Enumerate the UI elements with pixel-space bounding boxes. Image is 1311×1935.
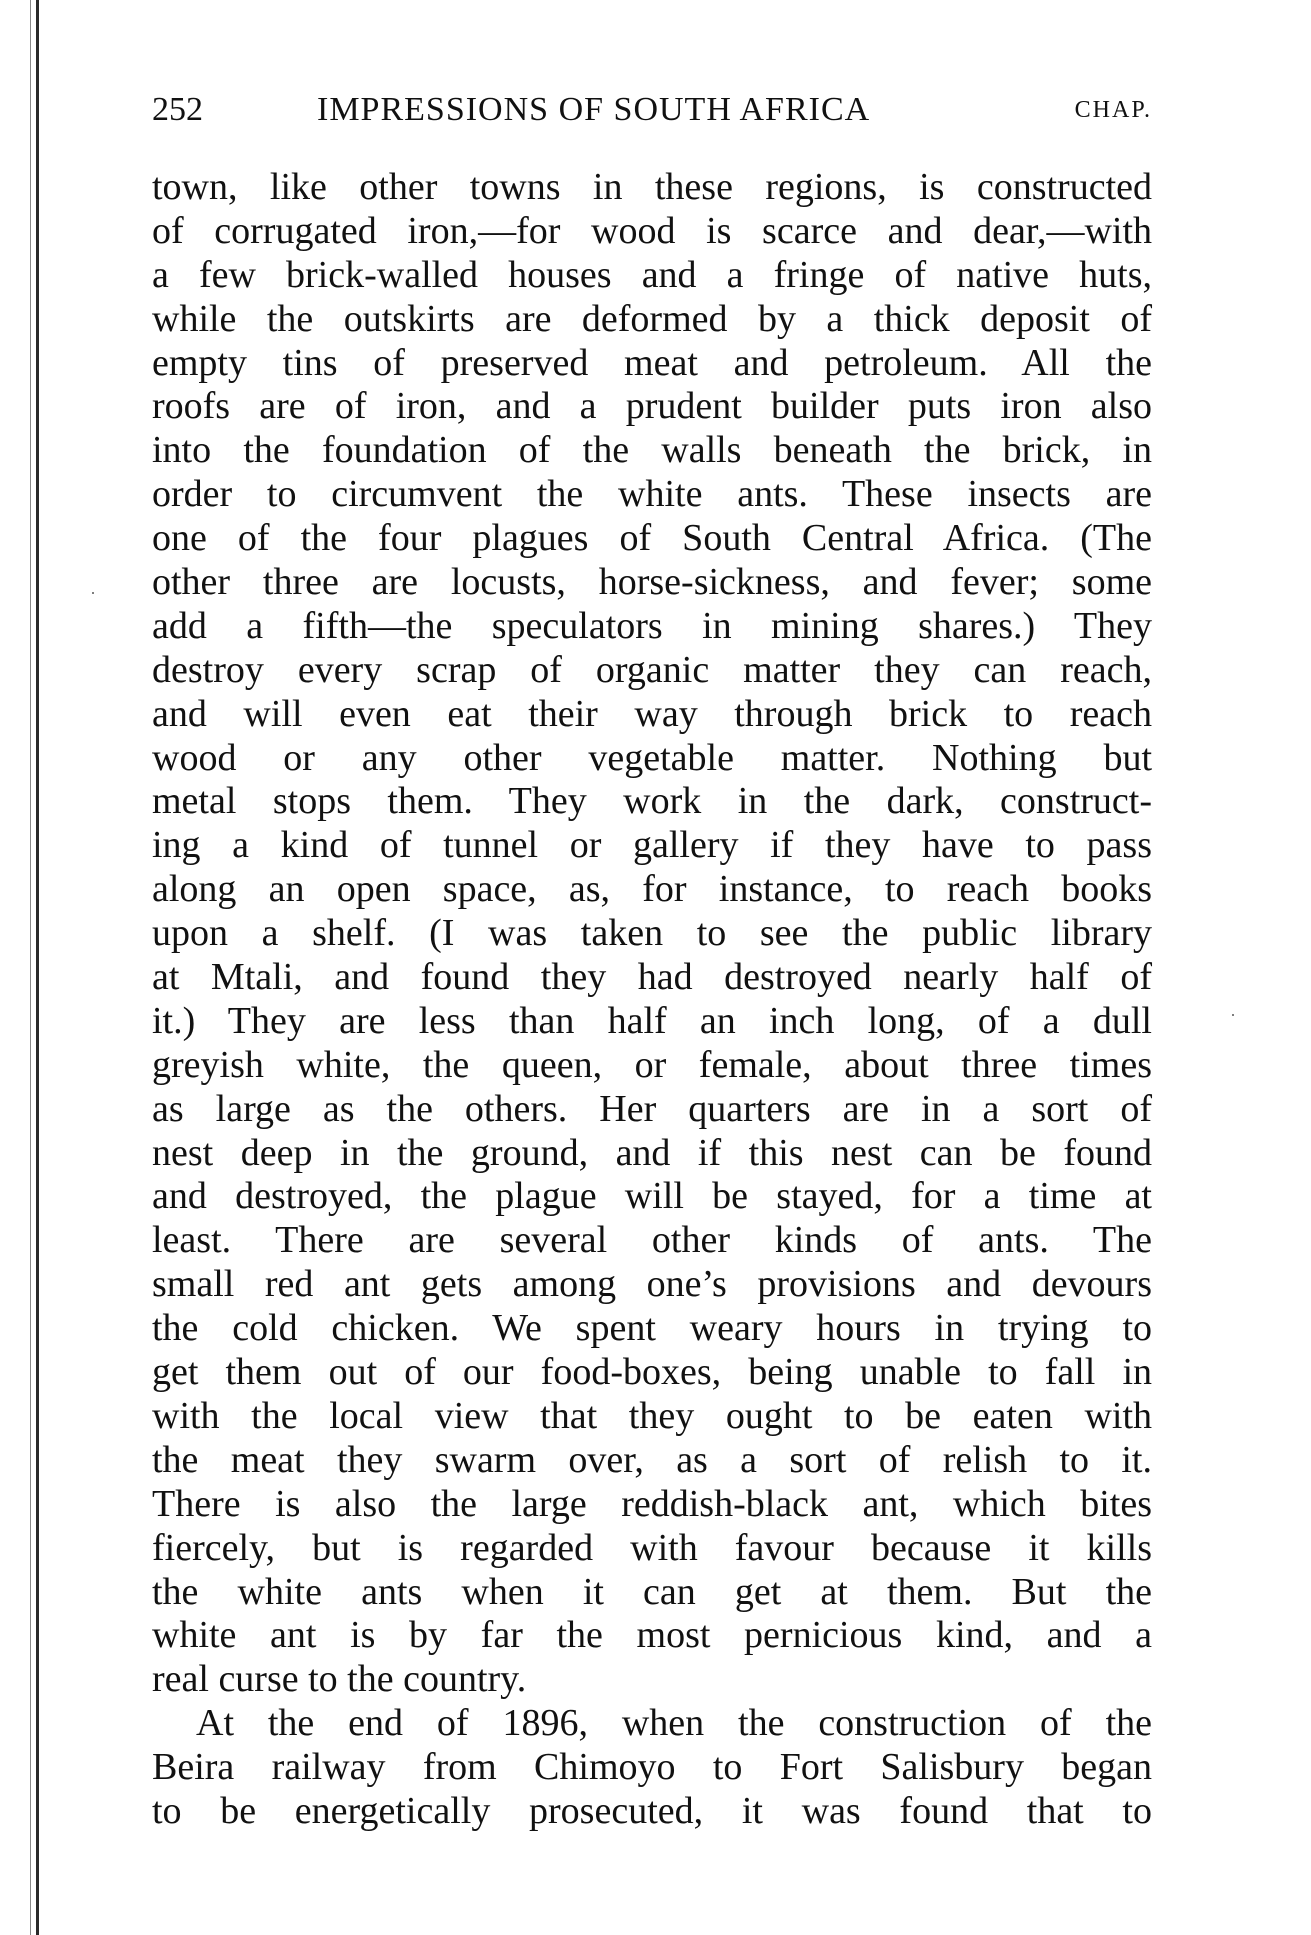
text-line: order to circumvent the white ants. These insects are — [152, 473, 1152, 516]
text-line: the cold chicken. We spent weary hours in trying to — [152, 1307, 1152, 1350]
text-line: upon a shelf. (I was taken to see the public library — [152, 912, 1152, 955]
text-line: least. There are several other kinds of ants. The — [152, 1219, 1152, 1262]
text-line: get them out of our food-boxes, being unable to fall in — [152, 1351, 1152, 1394]
text-line: small red ant gets among one’s provisions and devours — [152, 1263, 1152, 1306]
text-line: with the local view that they ought to be eaten with — [152, 1394, 1152, 1437]
text-line: Beira railway from Chimoyo to Fort Salisbury began — [152, 1746, 1152, 1789]
text-line: along an open space, as, for instance, to reach books — [152, 868, 1152, 911]
text-line: and will even eat their way through brick to reach — [152, 692, 1152, 735]
page-binding-edge — [30, 0, 31, 1935]
text-line: at Mtali, and found they had destroyed nearly half of — [152, 956, 1152, 999]
text-line: and destroyed, the plague will be stayed, for a time at — [152, 1175, 1152, 1218]
text-line: greyish white, the queen, or female, about three times — [152, 1043, 1152, 1086]
text-line: metal stops them. They work in the dark, construct- — [152, 780, 1152, 823]
text-line: white ant is by far the most pernicious kind, and a — [152, 1614, 1152, 1657]
chapter-label: CHAP. — [1074, 97, 1152, 123]
text-line: nest deep in the ground, and if this nest can be found — [152, 1131, 1152, 1174]
page-number: 252 — [152, 91, 203, 128]
page-binding-shadow — [36, 0, 39, 1935]
text-line: other three are locusts, horse-sickness, and fever; some — [152, 561, 1152, 604]
text-line: as large as the others. Her quarters are in a sort of — [152, 1087, 1152, 1130]
text-line: ing a kind of tunnel or gallery if they have to pass — [152, 824, 1152, 867]
text-line: real curse to the country. — [152, 1658, 527, 1701]
text-line: the white ants when it can get at them. But the — [152, 1570, 1152, 1613]
text-line: a few brick-walled houses and a fringe of native huts, — [152, 253, 1152, 296]
text-line: add a fifth—the speculators in mining shares.) They — [152, 604, 1152, 647]
text-line: There is also the large reddish-black ant, which bites — [152, 1482, 1152, 1525]
text-line: wood or any other vegetable matter. Nothing but — [152, 736, 1152, 779]
text-line: town, like other towns in these regions, is constructed — [152, 166, 1152, 208]
text-line: the meat they swarm over, as a sort of relish to it. — [152, 1438, 1152, 1481]
text-line: one of the four plagues of South Central Africa. (The — [152, 517, 1152, 560]
text-line: At the end of 1896, when the construction of the — [196, 1702, 1152, 1745]
scan-speck — [92, 592, 94, 594]
scan-speck — [1232, 1014, 1234, 1016]
text-line: it.) They are less than half an inch long, of a dull — [152, 999, 1152, 1042]
body-text — [152, 166, 1152, 1834]
text-line: roofs are of iron, and a prudent builder puts iron also — [152, 385, 1152, 428]
text-line: of corrugated iron,—for wood is scarce and dear,—with — [152, 209, 1152, 252]
text-line: destroy every scrap of organic matter they can reach, — [152, 648, 1152, 691]
text-line: empty tins of preserved meat and petroleum. All the — [152, 341, 1152, 384]
text-line: into the foundation of the walls beneath the brick, in — [152, 429, 1152, 472]
text-line: while the outskirts are deformed by a thick deposit of — [152, 297, 1152, 340]
running-title: IMPRESSIONS OF SOUTH AFRICA — [317, 91, 871, 128]
text-line: fiercely, but is regarded with favour because it kills — [152, 1526, 1152, 1569]
running-header — [152, 90, 1152, 130]
text-line: to be energetically prosecuted, it was found that to — [152, 1789, 1152, 1832]
